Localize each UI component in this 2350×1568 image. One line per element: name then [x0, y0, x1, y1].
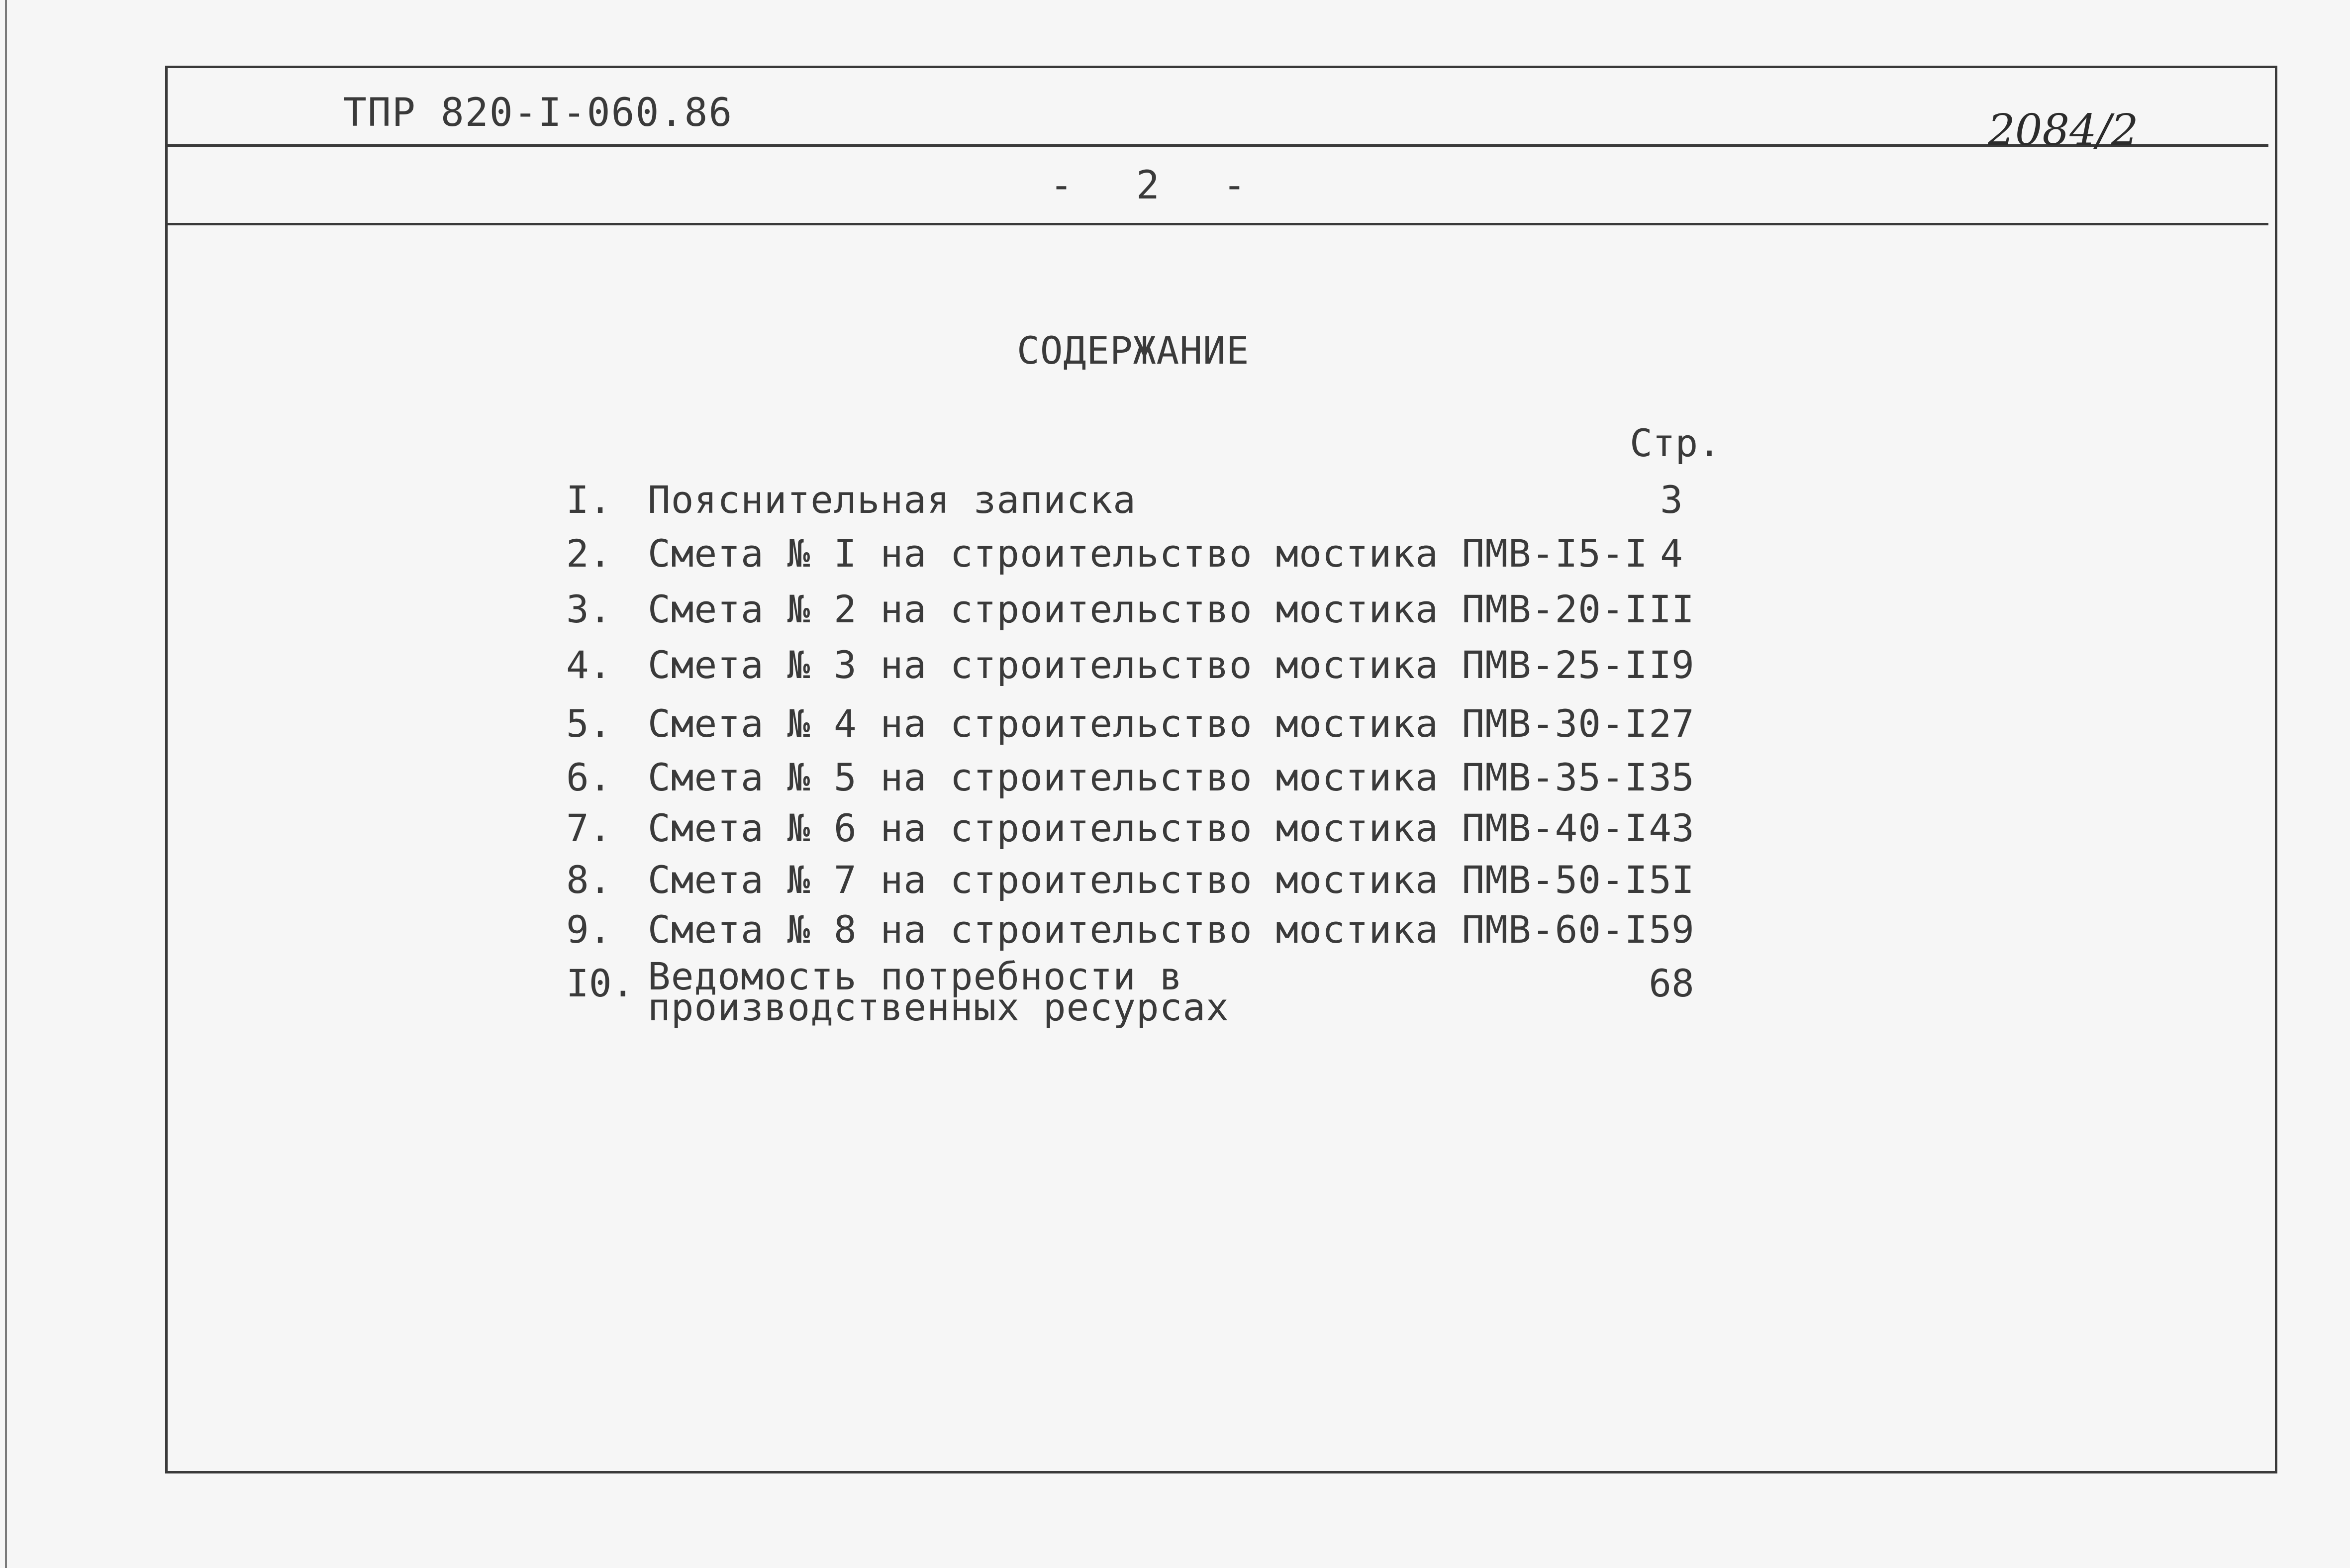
- toc-item-text: Смета № 8 на строительство мостика ПМВ-60-I: [648, 907, 1648, 952]
- toc-item-text: Смета № 7 на строительство мостика ПМВ-50-I: [648, 858, 1648, 902]
- toc-item-page: 27: [1649, 701, 1694, 746]
- toc-item-1: [0, 478, 2350, 527]
- toc-item-number: 4.: [566, 643, 612, 687]
- toc-item-5: [0, 701, 2350, 751]
- sheet-number: 2084/2: [1988, 105, 2139, 155]
- toc-item-number: 8.: [566, 858, 612, 902]
- page-column-label: Стр.: [1630, 421, 1721, 465]
- document-code: ТПР 820-I-060.86: [343, 91, 733, 135]
- toc-item-9: [0, 907, 2350, 957]
- toc-item-number: I0.: [566, 961, 635, 1005]
- toc-item-page: 4: [1660, 531, 1683, 576]
- toc-item-number: 3.: [566, 587, 612, 631]
- toc-item-text: Смета № 6 на строительство мостика ПМВ-40-I: [648, 806, 1648, 850]
- toc-item-text: Смета № 5 на строительство мостика ПМВ-35-I: [648, 755, 1648, 799]
- toc-item-page: 35: [1649, 755, 1694, 799]
- toc-item-text: Смета № 3 на строительство мостика ПМВ-25-I: [648, 643, 1648, 687]
- toc-item-page: 43: [1649, 806, 1694, 850]
- toc-item-page: 5I: [1649, 858, 1694, 902]
- toc-item-text: Смета № 2 на строительство мостика ПМВ-20-I: [648, 587, 1648, 631]
- page-number-divider: [165, 223, 2268, 225]
- toc-item-number: 7.: [566, 806, 612, 850]
- toc-item-3: [0, 587, 2350, 637]
- toc-item-number: 5.: [566, 701, 612, 746]
- contents-title: СОДЕРЖАНИЕ: [1017, 328, 1250, 373]
- toc-item-8: [0, 858, 2350, 907]
- toc-item-text: Ведомость потребности в производственных ресурсах: [648, 954, 1229, 1029]
- toc-item-page: I9: [1649, 643, 1694, 687]
- toc-item-number: 2.: [566, 531, 612, 576]
- toc-item-10: [0, 954, 2350, 1041]
- page-number: - 2 -: [1050, 163, 1266, 208]
- toc-item-2: [0, 531, 2350, 581]
- toc-item-page: 59: [1649, 907, 1694, 952]
- toc-item-text: Пояснительная записка: [648, 478, 1136, 522]
- toc-item-page: 68: [1649, 961, 1694, 1005]
- toc-item-number: I.: [566, 478, 612, 522]
- toc-item-number: 9.: [566, 907, 612, 952]
- header-divider: [165, 144, 2268, 147]
- toc-item-page: II: [1649, 587, 1694, 631]
- toc-item-6: [0, 755, 2350, 805]
- toc-item-4: [0, 643, 2350, 692]
- toc-item-number: 6.: [566, 755, 612, 799]
- toc-item-text: Смета № 4 на строительство мостика ПМВ-30-I: [648, 701, 1648, 746]
- toc-item-page: 3: [1660, 478, 1683, 522]
- toc-item-text: Смета № I на строительство мостика ПМВ-I5-I: [648, 531, 1648, 576]
- toc-item-7: [0, 806, 2350, 856]
